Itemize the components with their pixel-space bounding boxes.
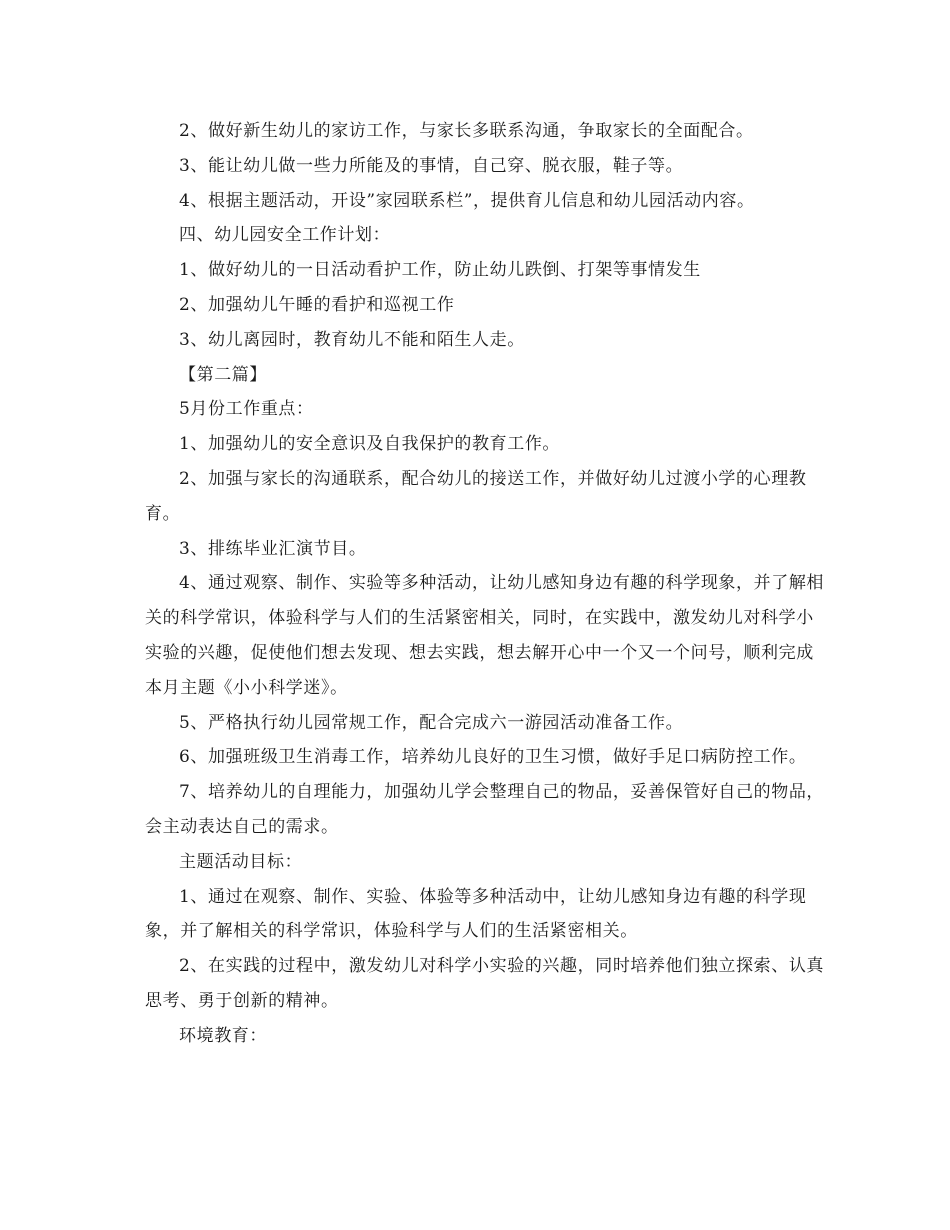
paragraph-3: 4、根据主题活动，开设”家园联系栏”，提供育儿信息和幼儿园活动内容。 [179,190,755,211]
document-body [145,114,825,1054]
section-heading-environment: 环境教育： [179,1025,267,1046]
paragraph-14: 5、严格执行幼儿园常规工作，配合完成六一游园活动准备工作。 [179,712,684,733]
paragraph-10: 1、加强幼儿的安全意识及自我保护的教育工作。 [179,434,561,455]
paragraph-18: 1、通过在观察、制作、实验、体验等多种活动中，让幼儿感知身边有趣的科学现象，并了解相关的科学常识，体验科学与人们的生活紧密相关。 [145,886,807,942]
part-heading-second: 【第二篇】 [179,364,267,385]
paragraph-16: 7、培养幼儿的自理能力，加强幼儿学会整理自己的物品，妥善保管好自己的物品，会主动表达自己的需求。 [145,782,825,837]
section-heading-may-focus: 5月份工作重点： [179,399,314,420]
paragraph-7: 3、幼儿离园时，教育幼儿不能和陌生人走。 [179,329,525,350]
paragraph-6: 2、加强幼儿午睡的看护和巡视工作 [179,294,455,315]
paragraph-15: 6、加强班级卫生消毒工作，培养幼儿良好的卫生习惯，做好手足口病防控工作。 [179,747,807,768]
section-heading-theme-goals: 主题活动目标： [179,851,303,872]
paragraph-1: 2、做好新生幼儿的家访工作，与家长多联系沟通，争取家长的全面配合。 [179,121,754,141]
paragraph-19: 2、在实践的过程中，激发幼儿对科学小实验的兴趣，同时培养他们独立探索、认真思考、勇于创新的精神。 [145,956,825,1011]
paragraph-11: 2、加强与家长的沟通联系，配合幼儿的接送工作，并做好幼儿过渡小学的心理教育。 [145,468,807,524]
paragraph-5: 1、做好幼儿的一日活动看护工作，防止幼儿跌倒、打架等事情发生 [179,260,701,281]
section-heading-safety: 四、幼儿园安全工作计划： [179,225,391,246]
paragraph-13: 4、通过观察、制作、实验等多种活动，让幼儿感知身边有趣的科学现象，并了解相关的科学常识，体验科学与人们的生活紧密相关，同时，在实践中，激发幼儿对科学小实验的兴趣，促使他们想去发现、想去实践，想去解开心中一个又一个问号，顺利完成本月主题《小小科学迷》。 [145,573,825,698]
paragraph-12: 3、排练毕业汇演节目。 [179,538,367,559]
paragraph-2: 3、能让幼儿做一些力所能及的事情，自己穿、脱衣服，鞋子等。 [179,155,684,176]
